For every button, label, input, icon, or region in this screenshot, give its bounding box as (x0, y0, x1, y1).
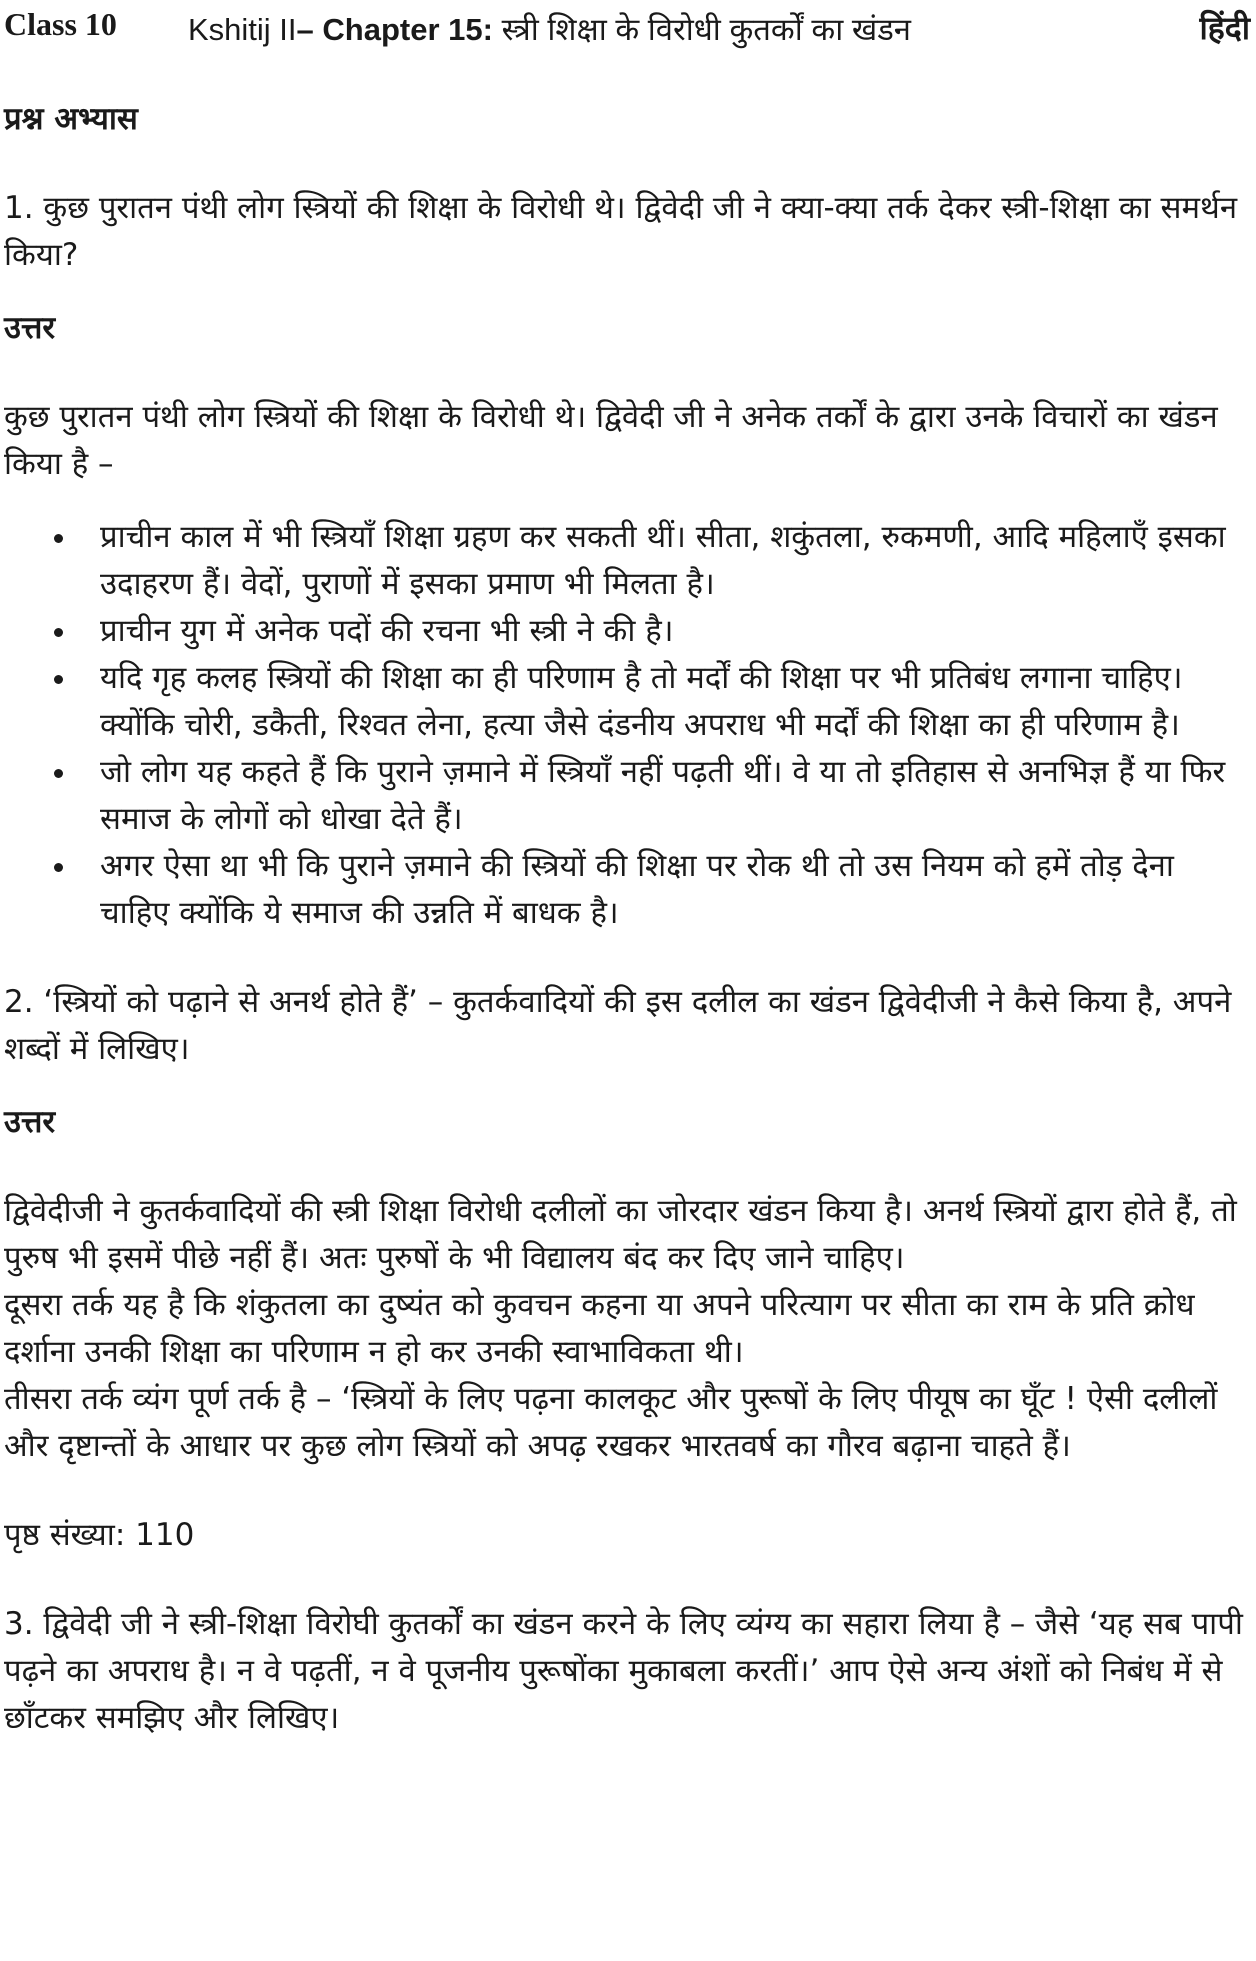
answer-1-points (4, 514, 1250, 937)
page-header (4, 6, 1250, 46)
question-3: 3. द्विवेदी जी ने स्त्री-शिक्षा विरोघी कुतर्कों का खंडन करने के लिए व्यंग्य का सहारा लिया है – जैसे ‘यह सब पापी पढ़ने का अपराध है। न वे पढ़तीं, न वे पूजनीय पुरूषोंका मुकाबला करतीं।’ आप ऐसे अन्य अंशों को निबंध में से छाँटकर समझिए और लिखिए। (4, 1606, 1243, 1736)
page-reference: पृष्ठ संख्या: 110 (4, 1517, 195, 1553)
document-body (4, 96, 1250, 1742)
answer-2-paragraph-1: द्विवेदीजी ने कुतर्कवादियों की स्त्री शिक्षा विरोधी दलीलों का जोरदार खंडन किया है। अनर्थ स्त्रियों द्वारा होते हैं, तो पुरुष भी इसमें पीछे नहीं हैं। अतः पुरुषों के भी विद्यालय बंद कर दिए जाने चाहिए। (4, 1193, 1237, 1276)
answer-2-paragraph-3: तीसरा तर्क व्यंग पूर्ण तर्क है – ‘स्त्रियों के लिए पढ़ना कालकूट और पुरूषों के लिए पीयूष का घूँट ! ऐसी दलीलों और दृष्टान्तों के आधार पर कुछ लोग स्त्रियों को अपढ़ रखकर भारतवर्ष का गौरव बढ़ाना चाहते हैं। (4, 1381, 1218, 1464)
chapter-heading (188, 8, 911, 50)
answer-2-label: उत्तर (4, 1104, 56, 1140)
language-label: हिंदी (1199, 9, 1250, 47)
list-item: प्राचीन युग में अनेक पदों की रचना भी स्त्री ने की है। (4, 608, 1250, 655)
answer-1-label: उत्तर (4, 310, 56, 346)
section-title: प्रश्न अभ्यास (4, 101, 138, 137)
question-1: 1. कुछ पुरातन पंथी लोग स्त्रियों की शिक्षा के विरोधी थे। द्विवेदी जी ने क्या-क्या तर्क देकर स्त्री-शिक्षा का समर्थन किया? (4, 190, 1238, 273)
answer-2-paragraph-2: दूसरा तर्क यह है कि शंकुतला का दुष्यंत को कुवचन कहना या अपने परित्याग पर सीता का राम के प्रति क्रोध दर्शाना उनकी शिक्षा का परिणाम न हो कर उनकी स्वाभाविकता थी। (4, 1287, 1195, 1370)
chapter-title: स्त्री शिक्षा के विरोधी कुतर्कों का खंडन (501, 12, 911, 47)
list-item: यदि गृह कलह स्त्रियों की शिक्षा का ही परिणाम है तो मर्दों की शिक्षा पर भी प्रतिबंध लगाना चाहिए। क्योंकि चोरी, डकैती, रिश्वत लेना, हत्या जैसे दंडनीय अपराध भी मर्दों की शिक्षा का ही परिणाम है। (4, 655, 1250, 749)
chapter-label: – Chapter 15: (296, 12, 493, 47)
list-item: जो लोग यह कहते हैं कि पुराने ज़माने में स्त्रियाँ नहीं पढ़ती थीं। वे या तो इतिहास से अनभिज्ञ हैं या फिर समाज के लोगों को धोखा देते हैं। (4, 749, 1250, 843)
book-name: Kshitij II (188, 12, 297, 47)
class-label: Class 10 (4, 6, 117, 42)
answer-1-intro: कुछ पुरातन पंथी लोग स्त्रियों की शिक्षा के विरोधी थे। द्विवेदी जी ने अनेक तर्कों के द्वारा उनके विचारों का खंडन किया है – (4, 399, 1218, 482)
question-2: 2. ‘स्त्रियों को पढ़ाने से अनर्थ होते हैं’ – कुतर्कवादियों की इस दलील का खंडन द्विवेदीजी ने कैसे किया है, अपने शब्दों में लिखिए। (4, 984, 1232, 1067)
list-item: प्राचीन काल में भी स्त्रियाँ शिक्षा ग्रहण कर सकती थीं। सीता, शकुंतला, रुकमणी, आदि महिलाएँ इसका उदाहरण हैं। वेदों, पुराणों में इसका प्रमाण भी मिलता है। (4, 514, 1250, 608)
list-item: अगर ऐसा था भी कि पुराने ज़माने की स्त्रियों की शिक्षा पर रोक थी तो उस नियम को हमें तोड़ देना चाहिए क्योंकि ये समाज की उन्नति में बाधक है। (4, 843, 1250, 937)
